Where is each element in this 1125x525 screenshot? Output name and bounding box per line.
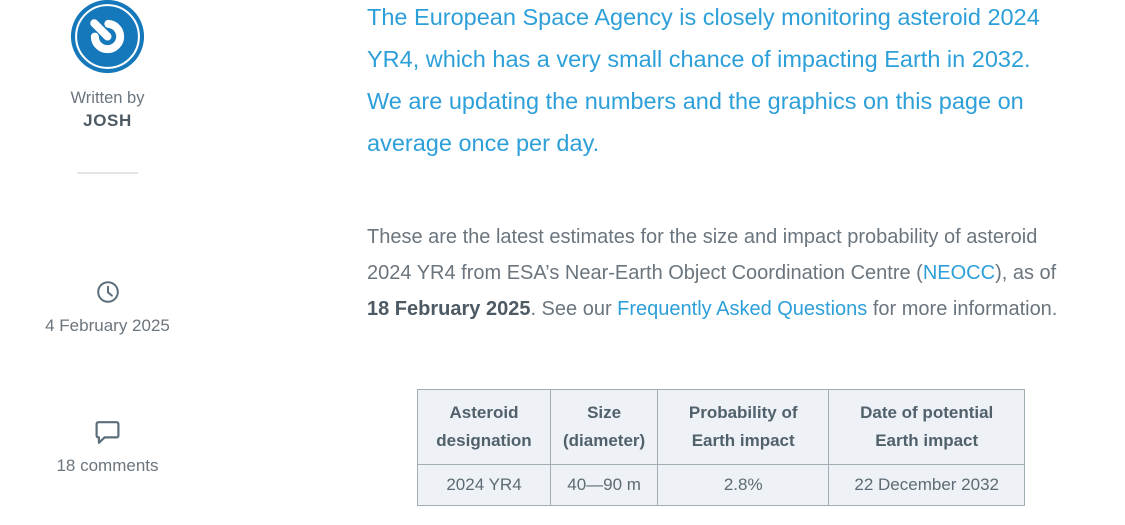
gravatar-power-logo-icon [70,0,145,74]
speech-bubble-icon [94,420,121,450]
paragraph-text-1: These are the latest estimates for the size and impact probability of asteroid 2024 YR4 from ESA’s Near-Earth Object Coordination Centre ( [367,226,1038,284]
cell-size: 40—90 m [551,465,658,506]
header-impact-probability: Probability of Earth impact [658,390,829,465]
author-avatar[interactable] [70,0,145,74]
post-date: 4 February 2025 [45,316,170,335]
post-meta-sidebar [0,0,215,525]
intro-paragraph: The European Space Agency is closely monitoring asteroid 2024 YR4, which has a very small chance of impacting Earth in 2032. We are updating the numbers and the graphics on this page on average once per day. [367,4,1040,156]
author-name[interactable]: JOSH [83,111,132,130]
written-by-label: Written by [70,89,145,107]
table-header-row [418,390,1025,465]
header-asteroid-designation: Asteroid designation [418,390,551,465]
cell-impact-date: 22 December 2032 [829,465,1025,506]
cell-designation: 2024 YR4 [418,465,551,506]
estimates-paragraph [367,219,1073,327]
asteroid-estimates-table [417,389,1025,506]
table-row [418,465,1025,506]
post-content [367,0,1073,525]
neocc-link[interactable]: NEOCC [922,262,996,284]
paragraph-text-2: ), as of [995,262,1057,284]
paragraph-text-4: for more information. [867,298,1058,320]
paragraph-text-3: . See our [530,298,618,320]
sidebar-divider [77,172,138,174]
comments-link[interactable]: 18 comments [56,456,159,475]
header-size-diameter: Size (diameter) [551,390,658,465]
as-of-date: 18 February 2025 [367,298,531,320]
clock-icon [96,280,120,309]
cell-probability: 2.8% [658,465,829,506]
faq-link[interactable]: Frequently Asked Questions [617,298,868,320]
header-impact-date: Date of potential Earth impact [829,390,1025,465]
